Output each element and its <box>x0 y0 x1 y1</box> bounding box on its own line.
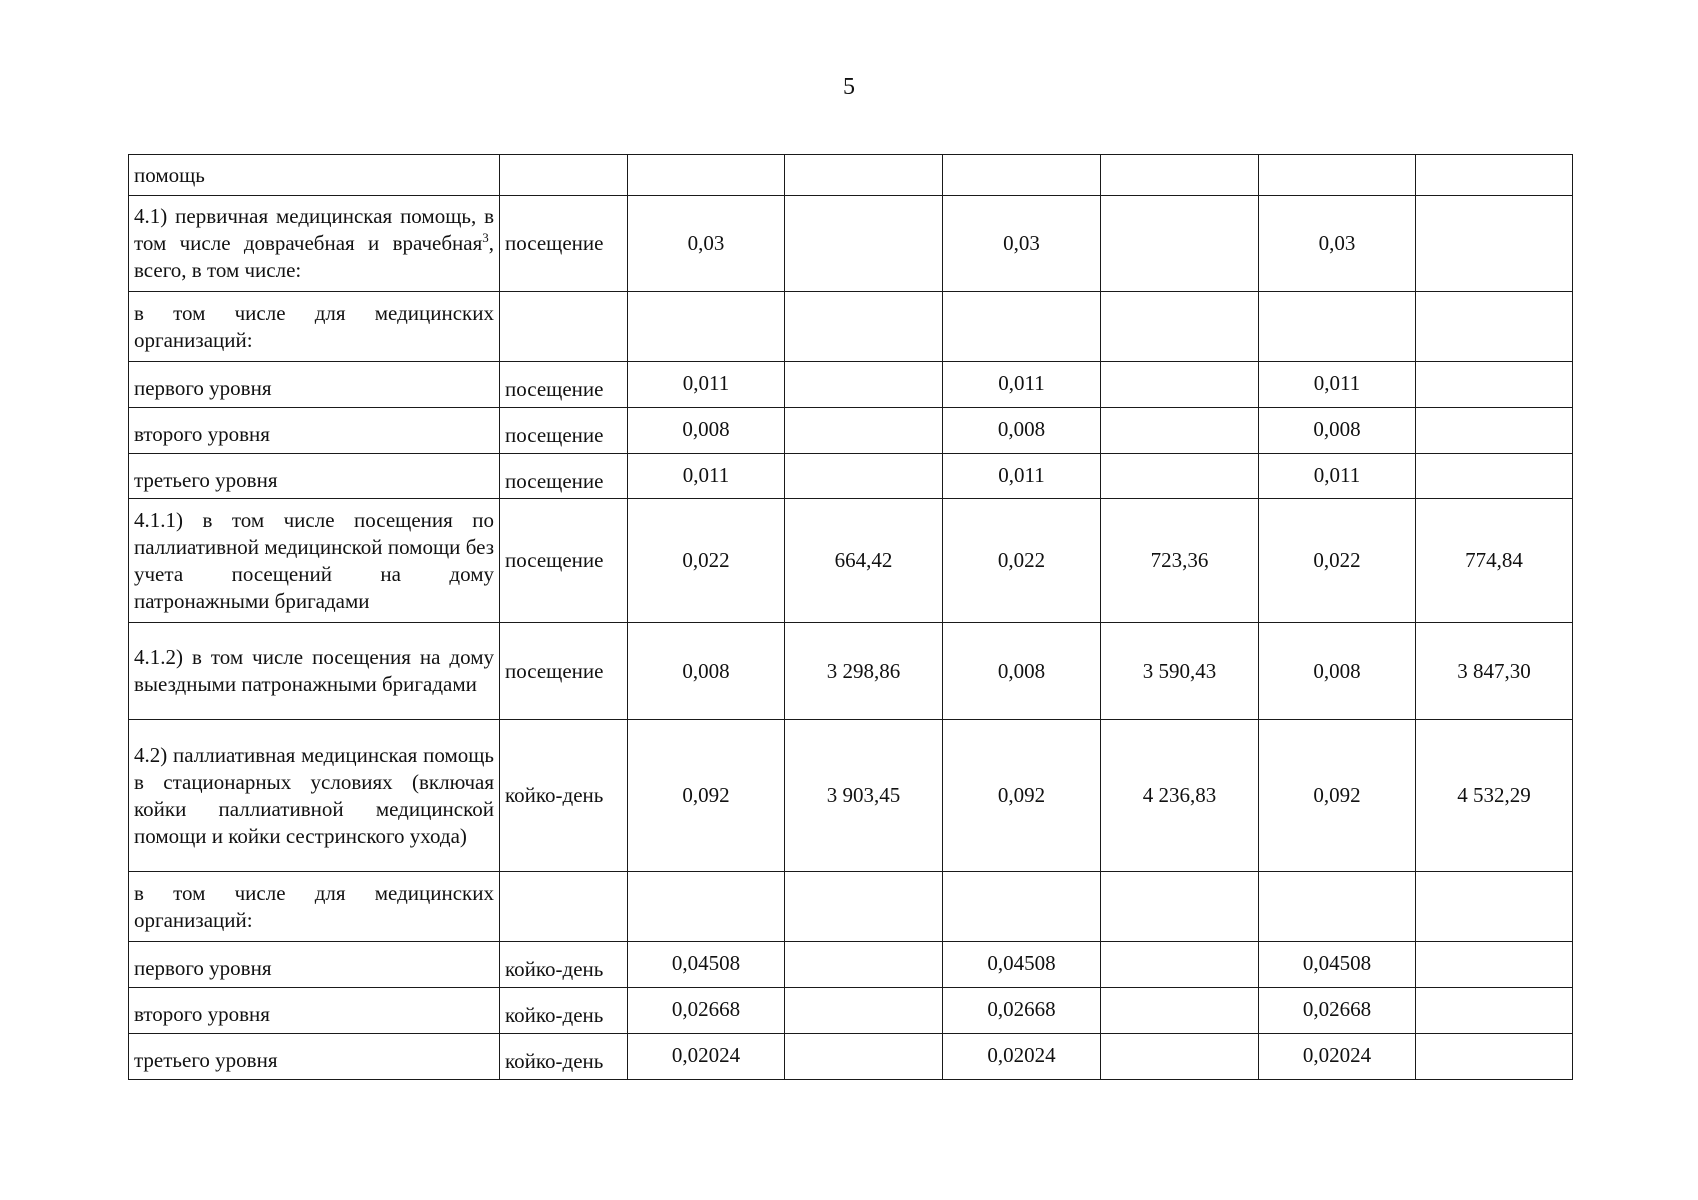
row-unit: койко-день <box>500 720 628 872</box>
volume-2020: 0,04508 <box>943 942 1101 988</box>
cost-2021 <box>1416 362 1573 408</box>
volume-2021: 0,02668 <box>1259 988 1416 1034</box>
cost-2021 <box>1416 292 1573 362</box>
row-name-tail: , всего, в том числе: <box>134 231 494 282</box>
volume-2021: 0,011 <box>1259 454 1416 499</box>
table-row <box>129 292 1573 362</box>
volume-2020: 0,02024 <box>943 1034 1101 1080</box>
volume-2019: 0,011 <box>628 454 785 499</box>
cost-2021 <box>1416 155 1573 196</box>
table-row <box>129 623 1573 720</box>
row-unit <box>500 292 628 362</box>
cost-2020 <box>1101 292 1259 362</box>
row-name: 4.1.1) в том числе посещения по паллиативной медицинской помощи без учета посещений на дому патронажными бригадами <box>129 499 500 623</box>
row-name <box>129 196 500 292</box>
table-row <box>129 720 1573 872</box>
volume-2020: 0,011 <box>943 362 1101 408</box>
volume-2019: 0,011 <box>628 362 785 408</box>
cost-2019 <box>785 942 943 988</box>
row-unit <box>500 872 628 942</box>
cost-2021 <box>1416 988 1573 1034</box>
cost-2020: 4 236,83 <box>1101 720 1259 872</box>
table-row <box>129 499 1573 623</box>
volume-2020 <box>943 292 1101 362</box>
volume-2021: 0,02024 <box>1259 1034 1416 1080</box>
volume-2021: 0,011 <box>1259 362 1416 408</box>
cost-2021: 4 532,29 <box>1416 720 1573 872</box>
volume-2019: 0,092 <box>628 720 785 872</box>
volume-2019: 0,04508 <box>628 942 785 988</box>
row-name-text: 4.1) первичная медицинская помощь, в том числе доврачебная и врачебная <box>134 204 494 255</box>
cost-2021 <box>1416 454 1573 499</box>
row-unit: посещение <box>500 196 628 292</box>
cost-2019: 664,42 <box>785 499 943 623</box>
row-name: первого уровня <box>129 362 500 408</box>
volume-2019 <box>628 872 785 942</box>
cost-2020 <box>1101 988 1259 1034</box>
cost-2020 <box>1101 872 1259 942</box>
cost-2021: 774,84 <box>1416 499 1573 623</box>
row-unit: койко-день <box>500 942 628 988</box>
volume-2020: 0,008 <box>943 623 1101 720</box>
cost-2021: 3 847,30 <box>1416 623 1573 720</box>
table-row <box>129 872 1573 942</box>
row-name: второго уровня <box>129 408 500 454</box>
cost-2021 <box>1416 872 1573 942</box>
cost-2019 <box>785 408 943 454</box>
cost-2020 <box>1101 155 1259 196</box>
table-row <box>129 454 1573 499</box>
footnote-ref: 3 <box>482 230 489 245</box>
cost-2019 <box>785 155 943 196</box>
cost-2020 <box>1101 942 1259 988</box>
row-name: третьего уровня <box>129 1034 500 1080</box>
row-name: третьего уровня <box>129 454 500 499</box>
table-row <box>129 1034 1573 1080</box>
cost-2020 <box>1101 1034 1259 1080</box>
table-row <box>129 408 1573 454</box>
volume-2020: 0,022 <box>943 499 1101 623</box>
row-name: в том числе для медицинских организаций: <box>129 292 500 362</box>
volume-2021: 0,022 <box>1259 499 1416 623</box>
volume-2019 <box>628 155 785 196</box>
row-name: второго уровня <box>129 988 500 1034</box>
cost-2020 <box>1101 454 1259 499</box>
volume-2021 <box>1259 292 1416 362</box>
table-row <box>129 362 1573 408</box>
row-unit: посещение <box>500 362 628 408</box>
row-unit: посещение <box>500 499 628 623</box>
cost-2019: 3 298,86 <box>785 623 943 720</box>
volume-2020: 0,092 <box>943 720 1101 872</box>
volume-2019: 0,02668 <box>628 988 785 1034</box>
volume-2019 <box>628 292 785 362</box>
volume-2020: 0,008 <box>943 408 1101 454</box>
cost-2021 <box>1416 1034 1573 1080</box>
cost-2021 <box>1416 942 1573 988</box>
volume-2021: 0,092 <box>1259 720 1416 872</box>
row-unit <box>500 155 628 196</box>
row-name: 4.1.2) в том числе посещения на дому выездными патронажными бригадами <box>129 623 500 720</box>
volume-2021: 0,03 <box>1259 196 1416 292</box>
cost-2019 <box>785 196 943 292</box>
volume-2019: 0,03 <box>628 196 785 292</box>
table-row <box>129 988 1573 1034</box>
table-row <box>129 155 1573 196</box>
volume-cost-table <box>128 154 1573 1080</box>
cost-2019: 3 903,45 <box>785 720 943 872</box>
volume-2020 <box>943 155 1101 196</box>
row-unit: посещение <box>500 454 628 499</box>
cost-2019 <box>785 872 943 942</box>
row-unit: койко-день <box>500 1034 628 1080</box>
table-row <box>129 196 1573 292</box>
cost-2020 <box>1101 408 1259 454</box>
page-number: 5 <box>843 74 855 100</box>
cost-2020: 3 590,43 <box>1101 623 1259 720</box>
volume-2019: 0,008 <box>628 623 785 720</box>
volume-2021: 0,04508 <box>1259 942 1416 988</box>
cost-2019 <box>785 988 943 1034</box>
cost-2020 <box>1101 196 1259 292</box>
row-name: помощь <box>129 155 500 196</box>
cost-2020: 723,36 <box>1101 499 1259 623</box>
volume-2020: 0,011 <box>943 454 1101 499</box>
row-unit: посещение <box>500 408 628 454</box>
row-unit: койко-день <box>500 988 628 1034</box>
volume-2019: 0,02024 <box>628 1034 785 1080</box>
volume-2021: 0,008 <box>1259 623 1416 720</box>
volume-2021 <box>1259 872 1416 942</box>
volume-2021 <box>1259 155 1416 196</box>
table-row <box>129 942 1573 988</box>
cost-2019 <box>785 454 943 499</box>
volume-2021: 0,008 <box>1259 408 1416 454</box>
cost-2021 <box>1416 196 1573 292</box>
row-name: в том числе для медицинских организаций: <box>129 872 500 942</box>
volume-2020 <box>943 872 1101 942</box>
volume-2020: 0,02668 <box>943 988 1101 1034</box>
cost-2019 <box>785 1034 943 1080</box>
cost-2021 <box>1416 408 1573 454</box>
volume-2019: 0,022 <box>628 499 785 623</box>
cost-2020 <box>1101 362 1259 408</box>
volume-2019: 0,008 <box>628 408 785 454</box>
cost-2019 <box>785 292 943 362</box>
row-name: 4.2) паллиативная медицинская помощь в стационарных условиях (включая койки паллиативной медицинской помощи и койки сестринского ухода) <box>129 720 500 872</box>
row-name: первого уровня <box>129 942 500 988</box>
row-unit: посещение <box>500 623 628 720</box>
cost-2019 <box>785 362 943 408</box>
volume-2020: 0,03 <box>943 196 1101 292</box>
